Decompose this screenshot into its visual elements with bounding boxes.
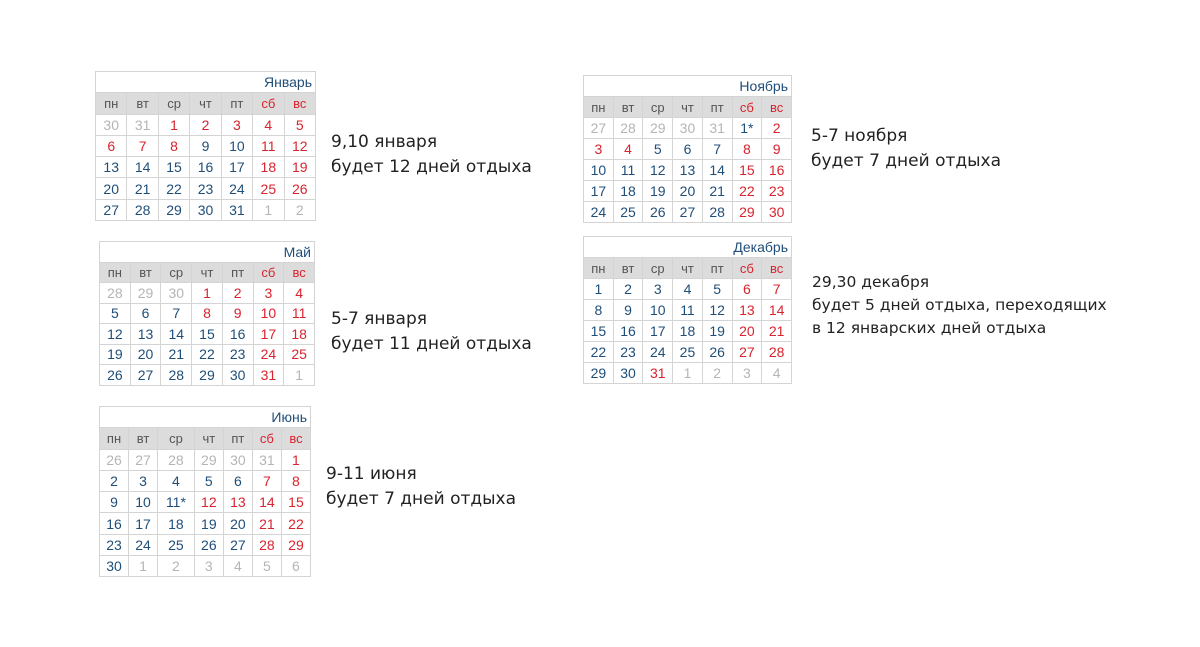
day-cell: 18	[158, 513, 195, 534]
day-cell: 28	[161, 365, 192, 386]
day-cell: 12	[194, 492, 223, 513]
weekday-header: ср	[158, 93, 189, 114]
note-line: 29,30 декабря	[812, 273, 930, 291]
month-title-row	[100, 242, 315, 263]
day-cell: 5	[643, 139, 673, 160]
day-cell: 2	[190, 114, 221, 135]
note-november	[811, 124, 1001, 174]
week-row	[100, 534, 311, 555]
day-cell: 29	[192, 365, 223, 386]
day-cell: 3	[732, 363, 762, 384]
week-row	[96, 157, 316, 178]
day-cell: 22	[584, 342, 614, 363]
week-row	[584, 279, 792, 300]
note-june	[326, 462, 516, 512]
day-cell: 29	[584, 363, 614, 384]
weekday-header: пт	[223, 428, 252, 449]
day-cell: 28	[100, 283, 131, 304]
day-cell: 11*	[158, 492, 195, 513]
day-cell: 15	[584, 321, 614, 342]
day-cell: 25	[158, 534, 195, 555]
weekday-header: пт	[221, 93, 252, 114]
day-cell: 21	[161, 344, 192, 365]
weekday-header: пт	[702, 258, 732, 279]
day-cell: 5	[100, 303, 131, 324]
day-cell: 5	[194, 470, 223, 491]
day-cell: 19	[100, 344, 131, 365]
day-cell: 21	[702, 181, 732, 202]
calendar-january	[95, 71, 316, 221]
weekday-header: чт	[673, 258, 703, 279]
day-cell: 10	[584, 160, 614, 181]
month-title: Январь	[96, 72, 316, 93]
day-cell: 28	[252, 534, 281, 555]
day-cell: 26	[643, 202, 673, 223]
day-cell: 2	[158, 556, 195, 577]
note-line: будет 5 дней отдыха, переходящих	[812, 296, 1107, 314]
day-cell: 19	[643, 181, 673, 202]
calendar-november	[583, 75, 792, 223]
day-cell: 28	[158, 449, 195, 470]
weekday-header: сб	[253, 93, 284, 114]
day-cell: 26	[284, 178, 315, 199]
note-january	[331, 130, 532, 180]
day-cell: 31	[702, 118, 732, 139]
week-row	[584, 342, 792, 363]
note-line: будет 7 дней отдыха	[326, 489, 517, 509]
day-cell: 28	[127, 199, 158, 220]
day-cell: 5	[284, 114, 315, 135]
day-cell: 6	[281, 556, 310, 577]
day-cell: 31	[643, 363, 673, 384]
day-cell: 14	[702, 160, 732, 181]
week-row	[96, 178, 316, 199]
day-cell: 5	[252, 556, 281, 577]
day-cell: 11	[253, 135, 284, 156]
day-cell: 31	[252, 449, 281, 470]
day-cell: 14	[127, 157, 158, 178]
day-cell: 3	[129, 470, 158, 491]
day-cell: 30	[100, 556, 129, 577]
day-cell: 13	[223, 492, 252, 513]
day-cell: 18	[673, 321, 703, 342]
weekday-header: пн	[100, 262, 131, 283]
note-line: будет 7 дней отдыха	[811, 151, 1002, 171]
week-row	[96, 135, 316, 156]
day-cell: 2	[100, 470, 129, 491]
month-title: Декабрь	[584, 237, 792, 258]
day-cell: 1	[192, 283, 223, 304]
weekday-header: пн	[100, 428, 129, 449]
day-cell: 30	[190, 199, 221, 220]
day-cell: 1*	[732, 118, 762, 139]
day-cell: 22	[192, 344, 223, 365]
week-row	[100, 303, 315, 324]
day-cell: 25	[673, 342, 703, 363]
day-cell: 4	[223, 556, 252, 577]
weekday-header: пн	[584, 258, 614, 279]
day-cell: 16	[100, 513, 129, 534]
weekday-header: вс	[762, 97, 792, 118]
day-cell: 3	[194, 556, 223, 577]
day-cell: 13	[130, 324, 161, 345]
day-cell: 30	[613, 363, 643, 384]
day-cell: 21	[762, 321, 792, 342]
day-cell: 31	[127, 114, 158, 135]
day-cell: 2	[613, 279, 643, 300]
month-title-row	[100, 407, 311, 428]
day-cell: 27	[130, 365, 161, 386]
week-row	[100, 344, 315, 365]
note-line: 5-7 января	[331, 309, 427, 329]
weekday-header-row	[96, 93, 316, 114]
day-cell: 1	[253, 199, 284, 220]
weekday-header: чт	[192, 262, 223, 283]
day-cell: 19	[194, 513, 223, 534]
day-cell: 26	[100, 365, 131, 386]
day-cell: 16	[222, 324, 253, 345]
day-cell: 6	[130, 303, 161, 324]
day-cell: 27	[96, 199, 127, 220]
weekday-header: сб	[732, 258, 762, 279]
month-title-row	[584, 76, 792, 97]
weekday-header: ср	[643, 258, 673, 279]
weekday-header: вс	[284, 262, 315, 283]
weekday-header: сб	[732, 97, 762, 118]
day-cell: 15	[732, 160, 762, 181]
week-row	[584, 118, 792, 139]
day-cell: 19	[284, 157, 315, 178]
weekday-header-row	[100, 428, 311, 449]
day-cell: 18	[253, 157, 284, 178]
weekday-header-row	[100, 262, 315, 283]
week-row	[584, 202, 792, 223]
note-line: будет 11 дней отдыха	[331, 334, 532, 354]
day-cell: 7	[127, 135, 158, 156]
day-cell: 24	[253, 344, 284, 365]
day-cell: 23	[222, 344, 253, 365]
day-cell: 1	[673, 363, 703, 384]
weekday-header: пн	[584, 97, 614, 118]
day-cell: 29	[643, 118, 673, 139]
day-cell: 29	[158, 199, 189, 220]
day-cell: 27	[223, 534, 252, 555]
weekday-header: вт	[613, 258, 643, 279]
day-cell: 27	[129, 449, 158, 470]
day-cell: 13	[96, 157, 127, 178]
day-cell: 4	[673, 279, 703, 300]
weekday-header-row	[584, 258, 792, 279]
note-may	[331, 307, 532, 357]
note-december	[812, 271, 1107, 340]
weekday-header: вс	[762, 258, 792, 279]
day-cell: 3	[221, 114, 252, 135]
week-row	[584, 160, 792, 181]
day-cell: 24	[129, 534, 158, 555]
day-cell: 4	[253, 114, 284, 135]
day-cell: 20	[96, 178, 127, 199]
day-cell: 15	[192, 324, 223, 345]
day-cell: 8	[158, 135, 189, 156]
day-cell: 18	[284, 324, 315, 345]
calendar-june	[99, 406, 311, 577]
day-cell: 26	[194, 534, 223, 555]
day-cell: 1	[584, 279, 614, 300]
day-cell: 15	[281, 492, 310, 513]
day-cell: 26	[702, 342, 732, 363]
week-row	[100, 449, 311, 470]
week-row	[584, 181, 792, 202]
month-title: Ноябрь	[584, 76, 792, 97]
weekday-header: ср	[643, 97, 673, 118]
weekday-header: сб	[253, 262, 284, 283]
day-cell: 30	[673, 118, 703, 139]
day-cell: 30	[762, 202, 792, 223]
day-cell: 16	[762, 160, 792, 181]
day-cell: 23	[762, 181, 792, 202]
weekday-header: пн	[96, 93, 127, 114]
week-row	[100, 365, 315, 386]
day-cell: 3	[584, 139, 614, 160]
weekday-header-row	[584, 97, 792, 118]
day-cell: 10	[253, 303, 284, 324]
day-cell: 2	[702, 363, 732, 384]
month-title-row	[96, 72, 316, 93]
day-cell: 22	[281, 513, 310, 534]
day-cell: 29	[194, 449, 223, 470]
week-row	[100, 513, 311, 534]
weekday-header: вт	[613, 97, 643, 118]
day-cell: 2	[222, 283, 253, 304]
day-cell: 16	[613, 321, 643, 342]
day-cell: 1	[281, 449, 310, 470]
weekday-header: вт	[130, 262, 161, 283]
day-cell: 10	[221, 135, 252, 156]
weekday-header: чт	[190, 93, 221, 114]
day-cell: 20	[223, 513, 252, 534]
day-cell: 30	[222, 365, 253, 386]
calendar-december	[583, 236, 792, 384]
day-cell: 13	[732, 300, 762, 321]
day-cell: 20	[130, 344, 161, 365]
day-cell: 21	[127, 178, 158, 199]
day-cell: 11	[284, 303, 315, 324]
day-cell: 2	[284, 199, 315, 220]
day-cell: 28	[613, 118, 643, 139]
day-cell: 17	[643, 321, 673, 342]
day-cell: 9	[762, 139, 792, 160]
day-cell: 6	[673, 139, 703, 160]
week-row	[100, 470, 311, 491]
week-row	[100, 492, 311, 513]
day-cell: 22	[732, 181, 762, 202]
week-row	[100, 283, 315, 304]
day-cell: 27	[732, 342, 762, 363]
week-row	[100, 556, 311, 577]
day-cell: 31	[253, 365, 284, 386]
day-cell: 23	[190, 178, 221, 199]
day-cell: 12	[702, 300, 732, 321]
day-cell: 20	[673, 181, 703, 202]
day-cell: 18	[613, 181, 643, 202]
day-cell: 30	[161, 283, 192, 304]
day-cell: 12	[100, 324, 131, 345]
day-cell: 4	[284, 283, 315, 304]
day-cell: 17	[584, 181, 614, 202]
day-cell: 24	[584, 202, 614, 223]
week-row	[96, 114, 316, 135]
day-cell: 9	[190, 135, 221, 156]
day-cell: 11	[673, 300, 703, 321]
day-cell: 29	[281, 534, 310, 555]
day-cell: 25	[253, 178, 284, 199]
week-row	[100, 324, 315, 345]
day-cell: 17	[129, 513, 158, 534]
note-line: 9-11 июня	[326, 464, 417, 484]
day-cell: 28	[702, 202, 732, 223]
note-line: будет 12 дней отдыха	[331, 157, 532, 177]
note-line: в 12 январских дней отдыха	[812, 319, 1047, 337]
weekday-header: ср	[158, 428, 195, 449]
day-cell: 16	[190, 157, 221, 178]
day-cell: 22	[158, 178, 189, 199]
day-cell: 3	[253, 283, 284, 304]
day-cell: 8	[192, 303, 223, 324]
week-row	[96, 199, 316, 220]
day-cell: 15	[158, 157, 189, 178]
day-cell: 6	[732, 279, 762, 300]
day-cell: 10	[643, 300, 673, 321]
day-cell: 17	[221, 157, 252, 178]
weekday-header: вт	[127, 93, 158, 114]
day-cell: 29	[732, 202, 762, 223]
day-cell: 9	[222, 303, 253, 324]
day-cell: 30	[96, 114, 127, 135]
day-cell: 2	[762, 118, 792, 139]
day-cell: 8	[281, 470, 310, 491]
day-cell: 12	[643, 160, 673, 181]
day-cell: 8	[732, 139, 762, 160]
day-cell: 14	[252, 492, 281, 513]
day-cell: 12	[284, 135, 315, 156]
day-cell: 1	[129, 556, 158, 577]
day-cell: 7	[252, 470, 281, 491]
day-cell: 27	[673, 202, 703, 223]
day-cell: 14	[762, 300, 792, 321]
day-cell: 27	[584, 118, 614, 139]
month-title-row	[584, 237, 792, 258]
day-cell: 7	[702, 139, 732, 160]
day-cell: 31	[221, 199, 252, 220]
day-cell: 29	[130, 283, 161, 304]
week-row	[584, 321, 792, 342]
day-cell: 23	[613, 342, 643, 363]
day-cell: 24	[643, 342, 673, 363]
day-cell: 7	[762, 279, 792, 300]
week-row	[584, 300, 792, 321]
month-title: Июнь	[100, 407, 311, 428]
day-cell: 24	[221, 178, 252, 199]
day-cell: 25	[284, 344, 315, 365]
day-cell: 30	[223, 449, 252, 470]
day-cell: 10	[129, 492, 158, 513]
day-cell: 1	[158, 114, 189, 135]
day-cell: 4	[613, 139, 643, 160]
day-cell: 23	[100, 534, 129, 555]
weekday-header: вт	[129, 428, 158, 449]
day-cell: 28	[762, 342, 792, 363]
day-cell: 17	[253, 324, 284, 345]
week-row	[584, 363, 792, 384]
weekday-header: чт	[194, 428, 223, 449]
weekday-header: пт	[222, 262, 253, 283]
weekday-header: сб	[252, 428, 281, 449]
week-row	[584, 139, 792, 160]
weekday-header: вс	[281, 428, 310, 449]
month-title: Май	[100, 242, 315, 263]
day-cell: 21	[252, 513, 281, 534]
day-cell: 14	[161, 324, 192, 345]
note-line: 9,10 января	[331, 132, 438, 152]
day-cell: 1	[284, 365, 315, 386]
day-cell: 7	[161, 303, 192, 324]
day-cell: 6	[223, 470, 252, 491]
calendar-may	[99, 241, 315, 386]
day-cell: 6	[96, 135, 127, 156]
day-cell: 3	[643, 279, 673, 300]
day-cell: 20	[732, 321, 762, 342]
day-cell: 8	[584, 300, 614, 321]
weekday-header: пт	[702, 97, 732, 118]
note-line: 5-7 ноября	[811, 126, 908, 146]
weekday-header: чт	[673, 97, 703, 118]
day-cell: 11	[613, 160, 643, 181]
day-cell: 5	[702, 279, 732, 300]
day-cell: 4	[158, 470, 195, 491]
day-cell: 25	[613, 202, 643, 223]
weekday-header: вс	[284, 93, 315, 114]
day-cell: 9	[100, 492, 129, 513]
day-cell: 4	[762, 363, 792, 384]
day-cell: 19	[702, 321, 732, 342]
day-cell: 26	[100, 449, 129, 470]
weekday-header: ср	[161, 262, 192, 283]
day-cell: 9	[613, 300, 643, 321]
day-cell: 13	[673, 160, 703, 181]
